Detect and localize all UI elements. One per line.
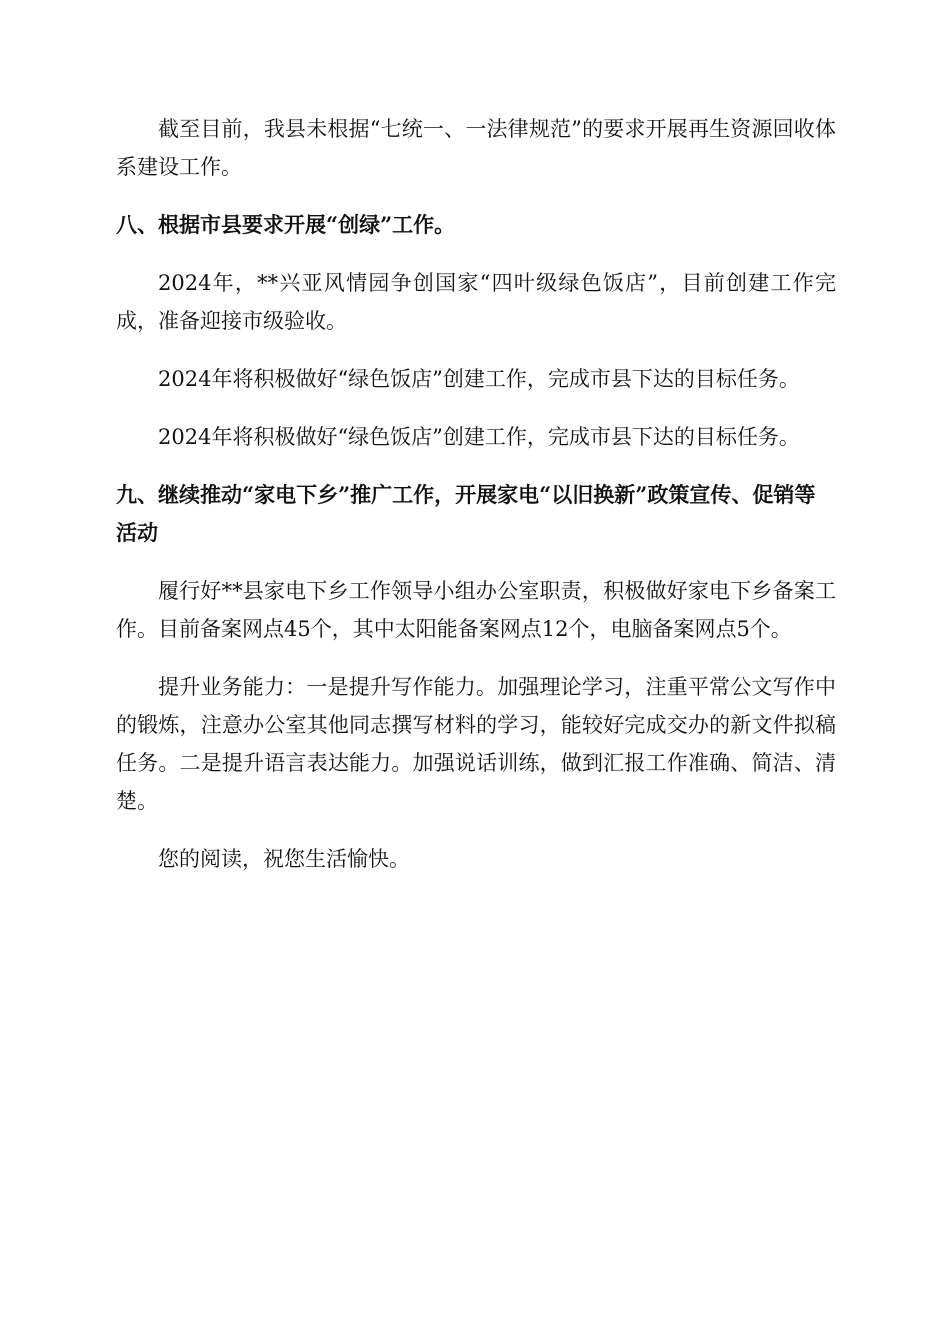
paragraph-recycling-status: 截至目前，我县未根据“七统一、一法律规范”的要求开展再生资源回收体系建设工作。 [116, 117, 836, 179]
paragraph-green-hotel-plan-1: 2024年将积极做好“绿色饭店”创建工作，完成市县下达的目标任务。 [158, 367, 800, 391]
paragraph-green-hotel-2024: 2024年，**兴亚风情园争创国家“四叶级绿色饭店”，目前创建工作完成，准备迎接市级验收。 [116, 271, 836, 333]
paragraph-appliance-office: 履行好**县家电下乡工作领导小组办公室职责，积极做好家电下乡备案工作。目前备案网点45个，其中太阳能备案网点12个，电脑备案网点5个。 [116, 579, 836, 641]
paragraph-business-ability: 提升业务能力：一是提升写作能力。加强理论学习，注重平常公文写作中的锻炼，注意办公室其他同志撰写材料的学习，能较好完成交办的新文件拟稿任务。二是提升语言表达能力。加强说话训练，做到汇报工作准确、简洁、清楚。 [116, 675, 836, 813]
paragraph-closing: 您的阅读，祝您生活愉快。 [158, 847, 410, 871]
section-heading-9: 九、继续推动“家电下乡”推广工作，开展家电“以旧换新”政策宣传、促销等活动 [116, 482, 816, 545]
paragraph-green-hotel-plan-2: 2024年将积极做好“绿色饭店”创建工作，完成市县下达的目标任务。 [158, 425, 800, 449]
document-body [116, 110, 836, 878]
section-heading-8: 八、根据市县要求开展“创绿”工作。 [116, 212, 456, 237]
